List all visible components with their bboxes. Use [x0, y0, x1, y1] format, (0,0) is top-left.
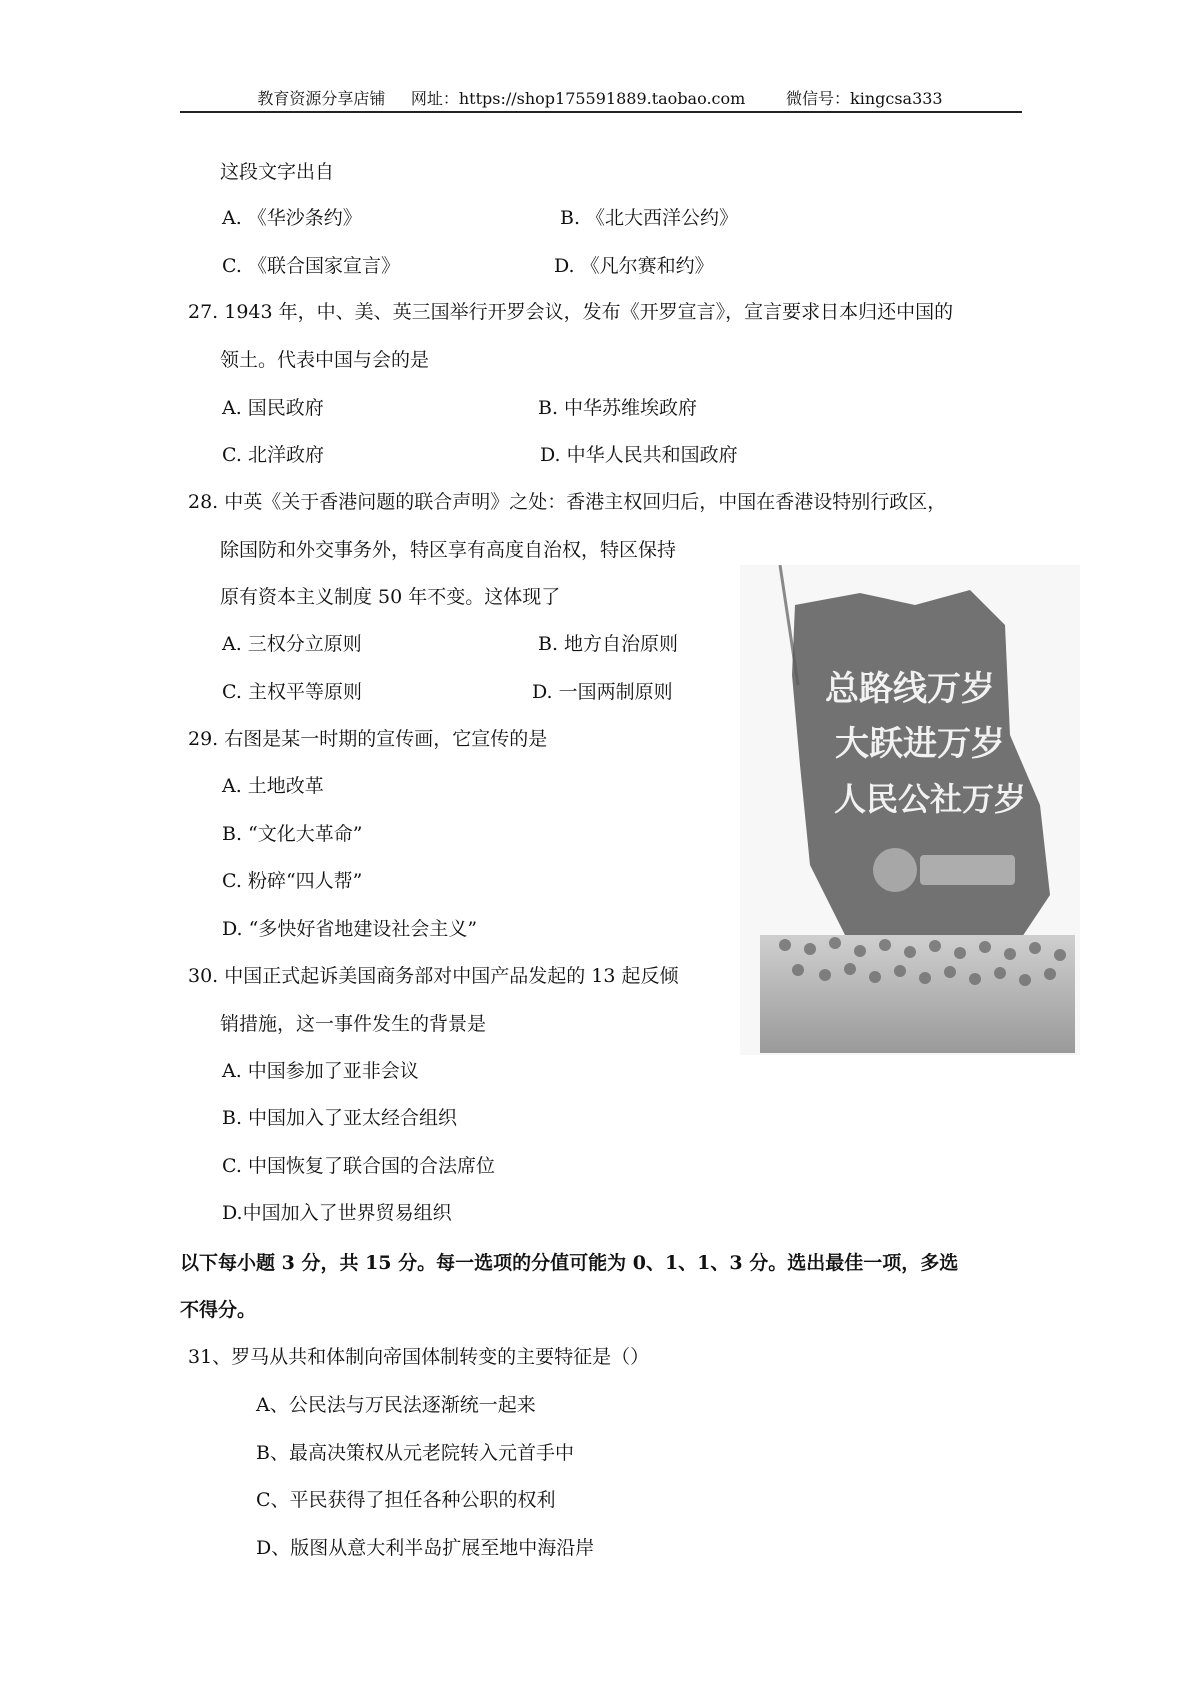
q27-option-a: A. 国民政府	[222, 397, 324, 419]
watermark-emblem	[873, 848, 917, 892]
q28-option-a: A. 三权分立原则	[222, 633, 362, 655]
q26-option-c: C. 《联合国家宣言》	[222, 255, 400, 277]
q31-option-a: A、公民法与万民法逐渐统一起来	[256, 1394, 536, 1416]
q26-option-d: D. 《凡尔赛和约》	[554, 255, 714, 277]
q27-option-b: B. 中华苏维埃政府	[538, 397, 698, 419]
propaganda-poster-image	[740, 565, 1080, 1055]
q26-option-a: A. 《华沙条约》	[222, 207, 362, 229]
poster-slogan-2: 大跃进万岁	[835, 724, 1005, 764]
q31-option-d: D、版图从意大利半岛扩展至地中海沿岸	[256, 1537, 595, 1559]
section-instruction-line2: 不得分。	[180, 1299, 257, 1321]
q30-stem-line1: 30. 中国正式起诉美国商务部对中国产品发起的 13 起反倾	[188, 965, 679, 987]
q27-option-c: C. 北洋政府	[222, 444, 324, 466]
poster-slogan-3: 人民公社万岁	[833, 780, 1027, 818]
q29-option-d: D. “多快好省地建设社会主义”	[222, 918, 478, 940]
q27-option-d: D. 中华人民共和国政府	[540, 444, 738, 466]
header-divider	[180, 111, 1022, 113]
q29-option-a: A. 土地改革	[222, 775, 324, 797]
q30-option-a: A. 中国参加了亚非会议	[222, 1060, 419, 1082]
q30-option-b: B. 中国加入了亚太经合组织	[222, 1107, 458, 1129]
q31-option-c: C、平民获得了担任各种公职的权利	[256, 1489, 556, 1511]
q27-stem-line1: 27. 1943 年，中、美、英三国举行开罗会议，发布《开罗宣言》，宣言要求日本归还中国的	[188, 301, 954, 323]
q30-option-d: D.中国加入了世界贸易组织	[222, 1202, 452, 1224]
q26-stem: 这段文字出自	[220, 161, 335, 183]
q31-stem: 31、罗马从共和体制向帝国体制转变的主要特征是（）	[188, 1346, 650, 1368]
q29-option-c: C. 粉碎“四人帮”	[222, 870, 363, 892]
poster-slogan-1: 总路线万岁	[825, 669, 995, 709]
q28-option-b: B. 地方自治原则	[538, 633, 679, 655]
q28-stem-line2: 除国防和外交事务外，特区享有高度自治权，特区保持	[220, 539, 677, 561]
q28-stem-line1: 28. 中英《关于香港问题的联合声明》之处：香港主权回归后，中国在香港设特别行政区，	[188, 491, 947, 513]
q29-stem: 29. 右图是某一时期的宣传画，它宣传的是	[188, 728, 548, 750]
q29-option-b: B. “文化大革命”	[222, 823, 363, 845]
header-shop: 教育资源分享店铺	[257, 89, 386, 108]
q31-option-b: B、最高决策权从元老院转入元首手中	[256, 1442, 574, 1464]
section-instruction-line1: 以下每小题 3 分，共 15 分。每一选项的分值可能为 0、1、1、3 分。选出最佳一项，多选	[180, 1252, 959, 1274]
q30-stem-line2: 销措施，这一事件发生的背景是	[220, 1013, 487, 1035]
q28-stem-line3: 原有资本主义制度 50 年不变。这体现了	[220, 586, 561, 608]
q30-option-c: C. 中国恢复了联合国的合法席位	[222, 1155, 495, 1177]
page-header	[0, 86, 1200, 109]
q27-stem-line2: 领土。代表中国与会的是	[220, 349, 430, 371]
header-wechat: 微信号：kingcsa333	[786, 89, 943, 108]
q28-option-d: D. 一国两制原则	[532, 681, 673, 703]
header-url: 网址：https://shop175591889.taobao.com	[410, 89, 746, 108]
q26-option-b: B. 《北大西洋公约》	[560, 207, 739, 229]
q28-option-c: C. 主权平等原则	[222, 681, 362, 703]
